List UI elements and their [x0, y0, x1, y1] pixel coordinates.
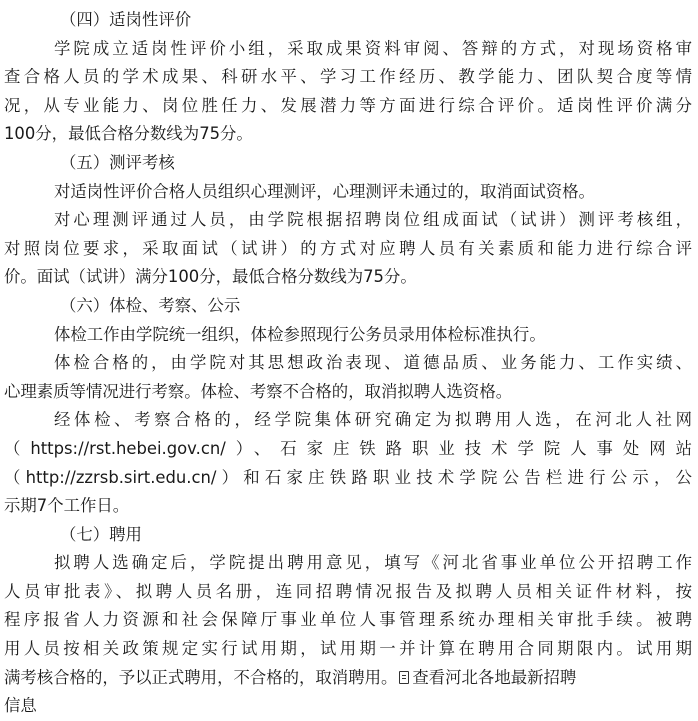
recruitment-link-tail[interactable]: 信息: [4, 696, 37, 716]
paragraph-line: 示期7个工作日。: [4, 496, 130, 516]
paragraph-line: 心理素质等情况进行考察。体检、考察不合格的，取消拟聘人选资格。: [4, 381, 513, 401]
paragraph-line: 程序报省人力资源和社会保障厅事业单位人事管理系统办理相关审批手续。被聘: [4, 610, 692, 630]
paragraph-line: （https://rst.hebei.gov.cn/）、石家庄铁路职业技术学院人事处网站: [4, 438, 692, 458]
paragraph-line: 学院成立适岗性评价小组，采取成果资料审阅、答辩的方式，对现场资格审: [54, 38, 692, 58]
paragraph-text: 满考核合格的，予以正式聘用，不合格的，取消聘用。: [4, 667, 398, 687]
paragraph-line: 人员审批表》、拟聘人员名册，连同招聘情况报告及拟聘人员相关证件材料，按: [4, 581, 692, 601]
document-icon: [399, 671, 409, 684]
paragraph-line: 价。面试（试讲）满分100分，最低合格分数线为75分。: [4, 267, 417, 287]
section-heading-7: （七）聘用: [60, 524, 142, 544]
section-heading-5: （五）测评考核: [60, 152, 175, 172]
paragraph-line: （http://zzrsb.sirt.edu.cn/）和石家庄铁路职业技术学院公告栏进行公示，公: [4, 467, 692, 487]
paragraph-line: 100分，最低合格分数线为75分。: [4, 124, 253, 144]
paragraph-line: 拟聘人选确定后，学院提出聘用意见，填写《河北省事业单位公开招聘工作: [54, 553, 692, 573]
section-heading-6: （六）体检、考察、公示: [60, 295, 241, 315]
paragraph-line: 对照岗位要求，采取面试（试讲）的方式对应聘人员有关素质和能力进行综合评: [4, 238, 692, 258]
paragraph-line: 查合格人员的学术成果、科研水平、学习工作经历、教学能力、团队契合度等情: [4, 67, 692, 87]
paragraph-line: 体检工作由学院统一组织，体检参照现行公务员录用体检标准执行。: [54, 324, 546, 344]
paragraph-line: 况，从专业能力、岗位胜任力、发展潜力等方面进行综合评价。适岗性评价满分: [4, 95, 692, 115]
paragraph-line: 经体检、考察合格的，经学院集体研究确定为拟聘用人选，在河北人社网: [54, 410, 692, 430]
paragraph-line: 对心理测评通过人员，由学院根据招聘岗位组成面试（试讲）测评考核组，: [54, 210, 692, 230]
section-heading-4: （四）适岗性评价: [60, 10, 192, 29]
paragraph-line: 对适岗性评价合格人员组织心理测评，心理测评未通过的，取消面试资格。: [54, 181, 595, 201]
recruitment-link[interactable]: 查看河北各地最新招聘: [412, 667, 577, 687]
paragraph-line: 体检合格的，由学院对其思想政治表现、道德品质、业务能力、工作实绩、: [54, 353, 692, 373]
paragraph-line: 用人员按相关政策规定实行试用期，试用期一并计算在聘用合同期限内。试用期: [4, 639, 692, 659]
